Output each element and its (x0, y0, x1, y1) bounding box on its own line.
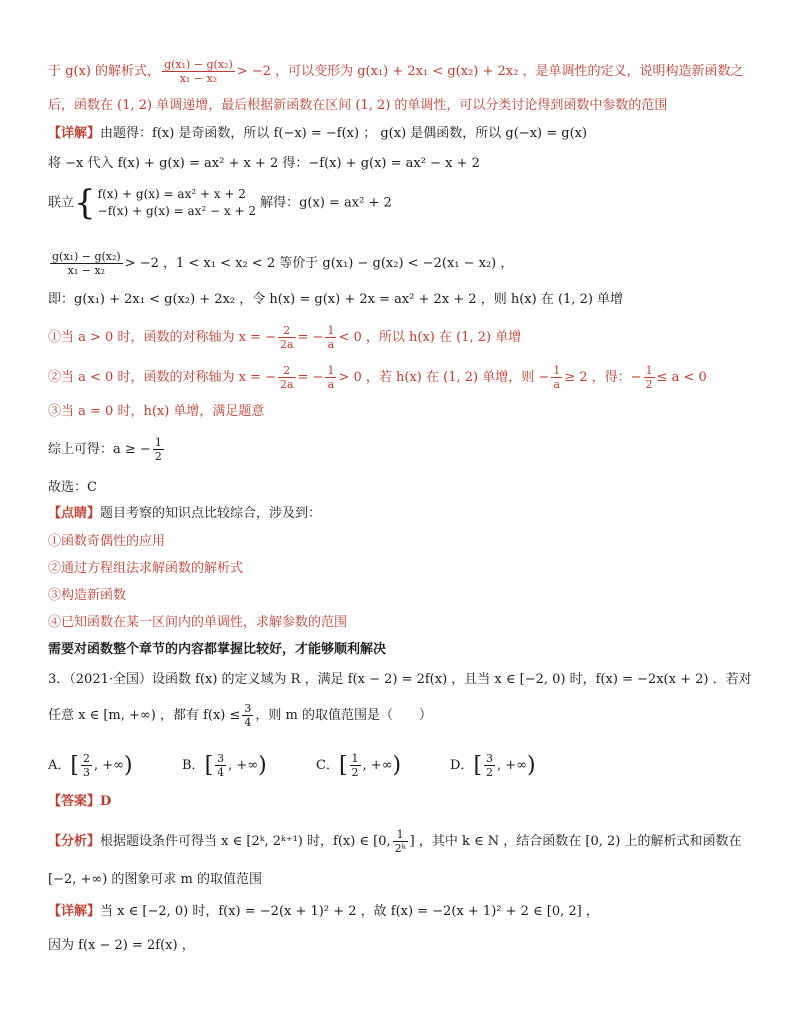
line-12 (48, 478, 97, 498)
option-c-frac (350, 752, 361, 779)
eq-1: f(x) + g(x) = ax² + x + 2 (97, 187, 246, 201)
l15-text: ②通过方程组法求解函数的解析式 (48, 561, 244, 576)
line-11 (48, 436, 166, 463)
analysis-frac (393, 828, 408, 855)
l9-frac-1 (278, 364, 296, 391)
comment-tag: 【点睛】 (48, 506, 101, 521)
option-c-den: 2 (351, 766, 359, 779)
l9-f4-num: 1 (645, 364, 653, 377)
option-c-num: 1 (351, 752, 359, 765)
l9-f2-num: 1 (327, 364, 335, 377)
q3-text-a: 3．（2021·全国）设函数 f(x) 的定义域为 R ，满足 f(x − 2) = 2f(x) ，且当 x ∈ [−2, 0) 时，f(x) = −2x(x + 2) ．若对 (48, 672, 752, 687)
l18-text: 需要对函数整个章节的内容都掌握比较好，才能够顺利解决 (48, 642, 387, 657)
l6-text-b: > −2 ，1 < x₁ < x₂ < 2 等价于 g(x₁) − g(x₂) < −2(x₁ − x₂) ， (124, 256, 514, 271)
question-3-line-1 (48, 670, 752, 690)
q3-text-b: 任意 x ∈ [m, +∞) ，都有 f(x) ≤ (48, 708, 241, 723)
line-17 (48, 613, 347, 633)
l1-text-a: 于 g(x) 的解析式， (48, 64, 161, 79)
l3-text: 由题得：f(x) 是奇函数，所以 f(−x) = −f(x) ； g(x) 是偶函数，所以 g(−x) = g(x) (100, 126, 588, 141)
l1-text-b: > −2 ，可以变形为 g(x₁) + 2x₁ < g(x₂) + 2x₂ ，是单调性的定义，说明构造新函数之 (236, 64, 744, 79)
l11-text-a: 综上可得：a ≥ − (48, 442, 151, 457)
l9-frac-2 (325, 364, 336, 391)
l8-f1-den: 2a (279, 338, 294, 351)
l1-frac-den: x₁ − x₂ (179, 72, 218, 85)
q3-text-c: ，则 m 的取值范围是（ ） (255, 708, 432, 723)
l8-text-a: ①当 a > 0 时，函数的对称轴为 x = − (48, 330, 276, 345)
option-a-tail: , +∞ (93, 758, 124, 773)
option-a-label: A． (48, 758, 71, 773)
l9-text-b: > 0 ，若 h(x) 在 (1, 2) 单增，则 − (338, 370, 550, 385)
option-a[interactable]: A．[ $\frac{2}{3}$ , +∞) (48, 752, 133, 779)
l1-frac-num: g(x₁) − g(x₂) (164, 58, 233, 71)
l11-f-num: 1 (154, 436, 162, 449)
line-16 (48, 586, 126, 606)
analysis-tag: 【分析】 (48, 834, 101, 849)
option-b-den: 4 (217, 766, 225, 779)
analysis-text-b: ] ，其中 k ∈ N ，结合函数在 [0, 2) 上的解析式和函数在 (409, 834, 742, 849)
detail-tag: 【详解】 (48, 126, 101, 141)
option-d[interactable]: D．[ $\frac{3}{2}$ , +∞) (450, 752, 536, 779)
l16-text: ③构造新函数 (48, 588, 127, 603)
option-b-num: 3 (217, 752, 225, 765)
option-a-frac (81, 752, 92, 779)
option-d-frac (484, 752, 495, 779)
l8-frac-1 (278, 324, 296, 351)
analysis-f-den: 2ᵏ (394, 842, 406, 855)
line-4 (48, 154, 480, 174)
analysis-line-1 (48, 828, 742, 855)
option-d-den: 2 (486, 766, 494, 779)
line-13 (48, 504, 321, 524)
l6-frac-num: g(x₁) − g(x₂) (52, 250, 121, 263)
l5-text-a: 联立 (48, 195, 75, 211)
l10-text: ③当 a = 0 时，h(x) 单增，满足题意 (48, 404, 265, 419)
option-b-tail: , +∞ (228, 758, 259, 773)
analysis-line-2 (48, 870, 262, 890)
q3-f-den: 4 (244, 716, 252, 729)
l14-text: ①函数奇偶性的应用 (48, 534, 166, 549)
l2-text: 后，函数在 (1, 2) 单调递增，最后根据新函数在区间 (1, 2) 的单调性，可以分类讨论得到函数中参数的范围 (48, 98, 668, 113)
l8-mid: = − (297, 330, 324, 345)
option-c-label: C． (316, 758, 339, 773)
line-5 (48, 183, 392, 223)
answer-line (48, 792, 111, 812)
option-d-num: 3 (486, 752, 494, 765)
analysis-text-a: 根据题设条件可得当 x ∈ [2ᵏ, 2ᵏ⁺¹) 时，f(x) ∈ [0, (100, 834, 391, 849)
q3-frac (242, 702, 253, 729)
system-brace: { (74, 183, 96, 223)
option-d-tail: , +∞ (497, 758, 528, 773)
l8-text-b: < 0 ，所以 h(x) 在 (1, 2) 单增 (338, 330, 522, 345)
l9-mid: = − (297, 370, 324, 385)
option-a-num: 2 (82, 752, 90, 765)
detail-tag-2: 【详解】 (48, 904, 101, 919)
option-d-label: D． (450, 758, 474, 773)
question-3-line-2 (48, 702, 432, 729)
l8-frac-2 (325, 324, 336, 351)
line-15 (48, 559, 243, 579)
l9-f1-num: 2 (278, 364, 296, 378)
l8-f2-den: a (327, 338, 335, 351)
l9-f1-den: 2a (279, 378, 294, 391)
line-9 (48, 364, 707, 391)
eq-2: −f(x) + g(x) = ax² − x + 2 (97, 204, 256, 218)
line-14 (48, 532, 165, 552)
line-8 (48, 324, 521, 351)
option-b-label: B． (182, 758, 205, 773)
l9-frac-3 (551, 364, 562, 391)
option-b[interactable]: B．[ $\frac{3}{4}$ , +∞) (182, 752, 267, 779)
l12-text: 故选：C (48, 480, 97, 495)
line-10 (48, 402, 264, 422)
l8-f1-num: 2 (278, 324, 296, 338)
line-2 (48, 96, 667, 116)
l9-text-a: ②当 a < 0 时，函数的对称轴为 x = − (48, 370, 276, 385)
l8-f2-num: 1 (327, 324, 335, 337)
l11-f-den: 2 (154, 450, 162, 463)
l5-text-b: 解得：g(x) = ax² + 2 (255, 195, 392, 211)
detail-text: 当 x ∈ [−2, 0) 时，f(x) = −2(x + 1)² + 2 ，故 f(x) = −2(x + 1)² + 2 ∈ [0, 2] ， (100, 904, 599, 919)
analysis-text-2: [−2, +∞) 的图象可求 m 的取值范围 (48, 872, 263, 887)
analysis-f-num: 1 (393, 828, 408, 842)
l9-f3-num: 1 (553, 364, 561, 377)
l11-frac (153, 436, 164, 463)
l9-text-d: ≤ a < 0 (656, 370, 707, 385)
last-line (48, 936, 195, 956)
detail-line (48, 902, 599, 922)
line-7 (48, 290, 623, 310)
line-1 (48, 58, 743, 85)
answer-text: 【答案】D (48, 794, 112, 809)
l13-text: 题目考察的知识点比较综合，涉及到： (100, 506, 322, 521)
l6-frac-den: x₁ − x₂ (67, 264, 106, 277)
line-6 (48, 250, 513, 277)
l9-text-c: ≥ 2 ，得：− (564, 370, 642, 385)
q3-f-num: 3 (244, 702, 252, 715)
l7-text: 即：g(x₁) + 2x₁ < g(x₂) + 2x₂ ，令 h(x) = g(x) + 2x = ax² + 2x + 2 ，则 h(x) 在 (1, 2) 单增 (48, 292, 624, 307)
l6-fraction (50, 250, 123, 277)
last-text: 因为 f(x − 2) = 2f(x) ， (48, 938, 195, 953)
line-3 (48, 124, 587, 144)
option-c-tail: , +∞ (362, 758, 393, 773)
l1-fraction (162, 58, 235, 85)
l9-frac-4 (644, 364, 655, 391)
line-18 (48, 640, 386, 660)
l17-text: ④已知函数在某一区间内的单调性，求解参数的范围 (48, 615, 348, 630)
option-a-den: 3 (82, 766, 90, 779)
l9-f3-den: a (553, 378, 561, 391)
option-b-frac (215, 752, 226, 779)
equation-system (98, 186, 256, 220)
option-c[interactable]: C．[ $\frac{1}{2}$ , +∞) (316, 752, 402, 779)
l4-text: 将 −x 代入 f(x) + g(x) = ax² + x + 2 得：−f(x) + g(x) = ax² − x + 2 (48, 156, 480, 171)
l9-f2-den: a (327, 378, 335, 391)
l9-f4-den: 2 (645, 378, 653, 391)
